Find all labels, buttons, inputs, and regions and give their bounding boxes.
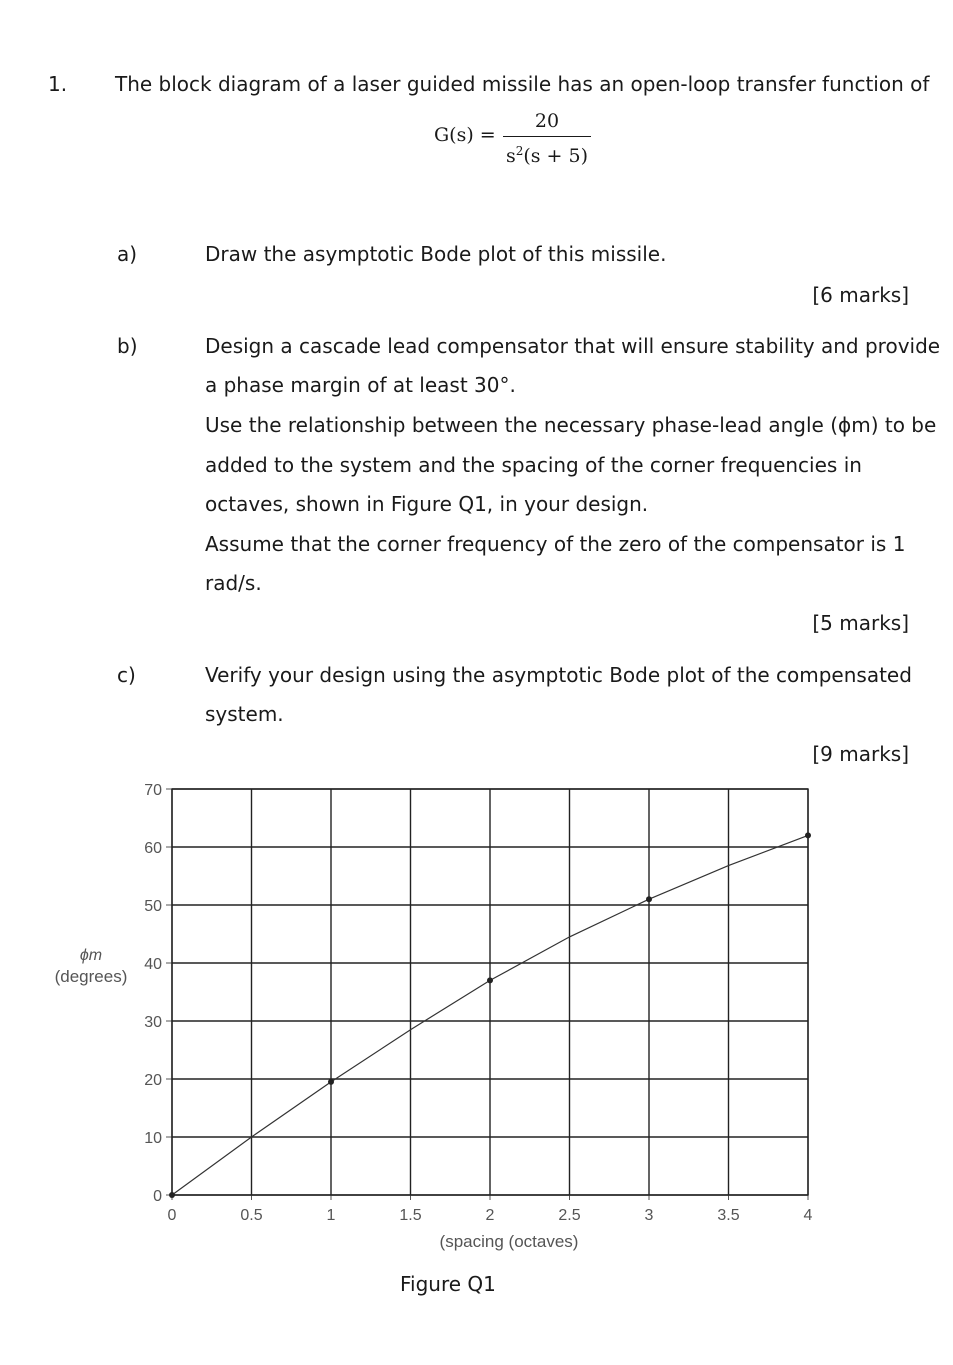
y-tick-label: 70 [144, 782, 162, 799]
tf-numerator: 20 [534, 110, 560, 132]
y-tick-label: 50 [144, 898, 162, 915]
y-axis-label: (degrees) [54, 967, 128, 986]
part-b-line-4: added to the system and the spacing of the corner frequencies in [205, 453, 862, 477]
x-tick-label: 2 [485, 1207, 495, 1224]
part-b-line-2: a phase margin of at least 30°. [205, 373, 516, 397]
part-c-label: c) [117, 663, 136, 687]
x-tick-label: 3.5 [717, 1207, 740, 1224]
part-b-line-6: Assume that the corner frequency of the zero of the compensator is 1 [205, 532, 906, 556]
tf-den-exp: 2 [515, 144, 524, 158]
x-tick-label: 4 [803, 1207, 813, 1224]
data-point [169, 1192, 175, 1198]
data-point [328, 1079, 334, 1085]
part-b-line-5: octaves, shown in Figure Q1, in your design. [205, 492, 649, 516]
data-point [805, 832, 811, 838]
x-tick-label: 0.5 [240, 1207, 263, 1224]
data-point [646, 896, 652, 902]
part-b-marks: [5 marks] [812, 611, 909, 635]
tf-den-rest: (s + 5) [523, 145, 589, 167]
y-tick-label: 60 [144, 840, 162, 857]
x-tick-label: 0 [167, 1207, 177, 1224]
y-tick-label: 0 [153, 1188, 162, 1205]
part-a-line-1: Draw the asymptotic Bode plot of this missile. [205, 242, 667, 266]
part-c-line-2: system. [205, 702, 284, 726]
data-point [487, 977, 493, 983]
x-tick-label: 3 [644, 1207, 654, 1224]
y-axis-symbol: ϕm [79, 947, 103, 964]
part-b-line-1: Design a cascade lead compensator that will ensure stability and provide [205, 334, 941, 358]
question-number: 1. [48, 72, 68, 96]
part-c-marks: [9 marks] [812, 742, 909, 766]
chart-grid [172, 789, 808, 1195]
x-tick-label: 2.5 [558, 1207, 581, 1224]
x-tick-label: 1 [326, 1207, 336, 1224]
tf-den-base: s [505, 145, 516, 167]
part-b-line-3: Use the relationship between the necessary phase-lead angle (ϕm) to be [205, 413, 937, 437]
figure-caption: Figure Q1 [400, 1272, 496, 1296]
part-b-label: b) [117, 334, 138, 358]
y-tick-label: 20 [144, 1072, 162, 1089]
x-axis-label: (spacing (octaves) [439, 1232, 579, 1251]
part-b-line-7: rad/s. [205, 571, 262, 595]
transfer-function-lhs: G(s) = [434, 124, 496, 146]
y-tick-label: 10 [144, 1130, 162, 1147]
part-a-label: a) [117, 242, 138, 266]
y-tick-label: 30 [144, 1014, 162, 1031]
part-c-line-1: Verify your design using the asymptotic Bode plot of the compensated [205, 663, 912, 687]
y-tick-label: 40 [144, 956, 162, 973]
chart-tick-labels [144, 782, 812, 1224]
x-tick-label: 1.5 [399, 1207, 422, 1224]
question-intro: The block diagram of a laser guided missile has an open-loop transfer function of [115, 72, 930, 96]
chart-axes [166, 789, 808, 1200]
part-a-marks: [6 marks] [812, 283, 909, 307]
